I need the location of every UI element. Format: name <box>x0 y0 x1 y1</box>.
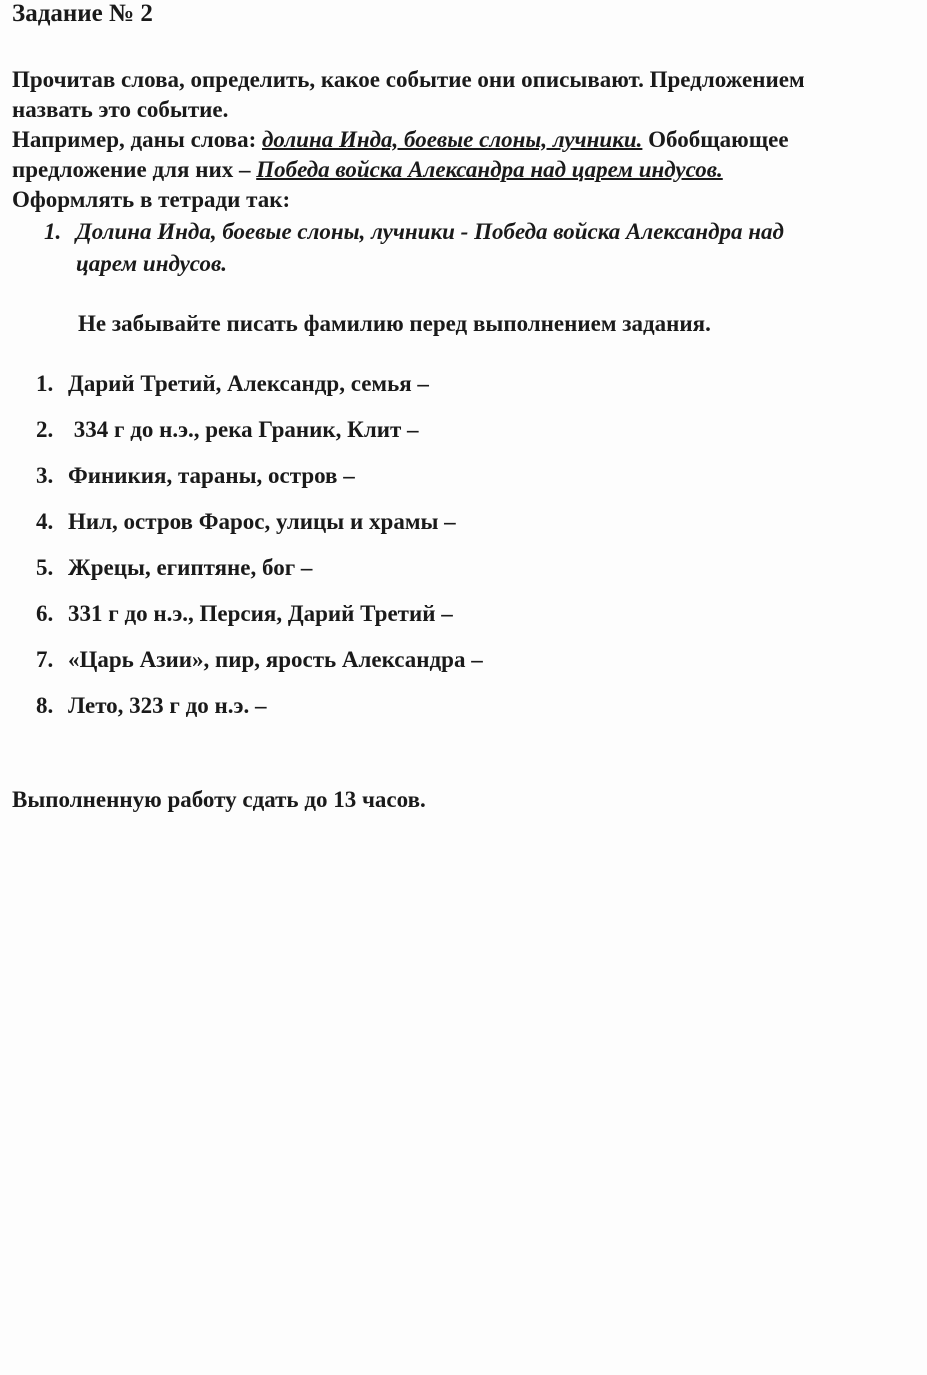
task-number: 6. <box>36 601 54 626</box>
example-suffix: Обобщающее <box>642 127 789 152</box>
task-number: 3. <box>36 463 54 488</box>
task-text: 331 г до н.э., Персия, Дарий Третий – <box>68 601 453 626</box>
sample-number: 1. <box>44 219 62 244</box>
task-item <box>36 692 266 720</box>
task-number: 1. <box>36 371 54 396</box>
task-item <box>36 462 355 490</box>
task-item <box>36 370 429 398</box>
task-item <box>36 416 419 444</box>
sentence-prefix: предложение для них – <box>12 157 257 182</box>
task-text: Лето, 323 г до н.э. – <box>68 693 267 718</box>
task-item <box>36 508 456 536</box>
reminder: Не забывайте писать фамилию перед выполнением задания. <box>78 311 711 336</box>
task-item <box>36 554 312 582</box>
task-number: 2. <box>36 417 54 442</box>
task-text: Нил, остров Фарос, улицы и храмы – <box>68 509 456 534</box>
task-text: Жрецы, египтяне, бог – <box>68 555 313 580</box>
deadline: Выполненную работу сдать до 13 часов. <box>12 787 426 812</box>
sentence-line <box>12 156 723 184</box>
format-label: Оформлять в тетради так: <box>12 187 291 212</box>
example-sentence: Победа войска Александра над царем индусов. <box>256 157 723 182</box>
instruction-line-2: назвать это событие. <box>12 97 229 122</box>
sample-line-2: царем индусов. <box>76 251 227 276</box>
sample-text: Долина Инда, боевые слоны, лучники - Победа войска Александра над <box>76 219 784 244</box>
example-words: долина Инда, боевые слоны, лучники. <box>262 127 643 152</box>
task-text: «Царь Азии», пир, ярость Александра – <box>68 647 483 672</box>
page-title: Задание № 2 <box>12 0 153 27</box>
task-text: Дарий Третий, Александр, семья – <box>68 371 429 396</box>
task-text: 334 г до н.э., река Граник, Клит – <box>68 417 419 442</box>
task-item <box>36 646 483 674</box>
task-text: Финикия, тараны, остров – <box>68 463 355 488</box>
task-number: 8. <box>36 693 54 718</box>
task-number: 7. <box>36 647 54 672</box>
sample-line-1 <box>44 218 784 246</box>
instruction-line-1: Прочитав слова, определить, какое событие они описывают. Предложением <box>12 67 805 92</box>
task-item <box>36 600 453 628</box>
task-number: 4. <box>36 509 54 534</box>
example-prefix: Например, даны слова: <box>12 127 263 152</box>
task-number: 5. <box>36 555 54 580</box>
example-line <box>12 126 789 154</box>
